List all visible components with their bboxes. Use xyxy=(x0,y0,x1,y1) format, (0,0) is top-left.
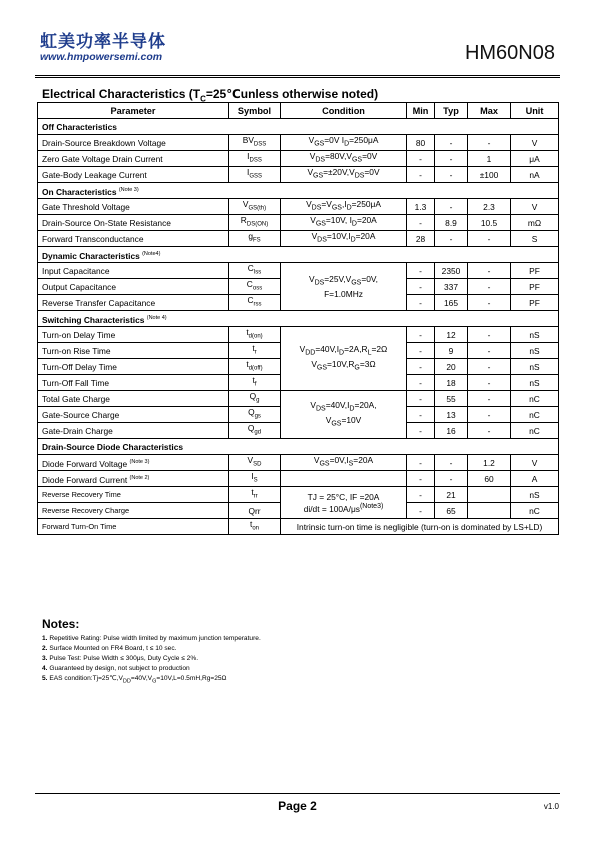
min-cell: - xyxy=(407,327,435,343)
min-cell: 28 xyxy=(407,231,435,247)
note-item: 2. Surface Mounted on FR4 Board, t ≤ 10 sec. xyxy=(42,645,177,652)
max-cell: - xyxy=(468,375,511,391)
table-row xyxy=(38,151,559,167)
max-cell: 1 xyxy=(468,151,511,167)
col-header: Unit xyxy=(511,103,559,119)
table-row xyxy=(38,135,559,151)
condition-cell xyxy=(281,471,407,487)
group-label: Drain-Source Diode Characteristics xyxy=(38,439,559,455)
col-header: Min xyxy=(407,103,435,119)
param-cell: Gate-Source Charge xyxy=(38,407,229,423)
unit-cell: V xyxy=(511,199,559,215)
symbol-cell: $Q_g$ xyxy=(229,391,281,407)
param-cell: Drain-Source On-State Resistance xyxy=(38,215,229,231)
condition-cell: Intrinsic turn-on time is negligible (turn-on is dominated by LS+LD) xyxy=(281,519,559,535)
typ-cell: 165 xyxy=(435,295,468,311)
group-row xyxy=(38,311,559,327)
param-cell: Gate-Body Leakage Current xyxy=(38,167,229,183)
symbol-cell: $I_{DSS}$ xyxy=(229,151,281,167)
symbol-cell: $C_{rss}$ xyxy=(229,295,281,311)
table-row xyxy=(38,487,559,503)
unit-cell: PF xyxy=(511,295,559,311)
col-header: Max xyxy=(468,103,511,119)
symbol-cell: $R_{DS(ON)}$ xyxy=(229,215,281,231)
typ-cell: - xyxy=(435,199,468,215)
max-cell: 10.5 xyxy=(468,215,511,231)
param-cell: Turn-on Rise Time xyxy=(38,343,229,359)
table-row xyxy=(38,215,559,231)
unit-cell: nC xyxy=(511,423,559,439)
note-item: 3. Pulse Test: Pulse Width ≤ 300μs, Duty Cycle ≤ 2%. xyxy=(42,655,199,662)
symbol-cell: $t_{on}$ xyxy=(229,519,281,535)
min-cell: - xyxy=(407,455,435,471)
param-cell: Turn-on Delay Time xyxy=(38,327,229,343)
typ-cell: 8.9 xyxy=(435,215,468,231)
symbol-cell: $t_f$ xyxy=(229,375,281,391)
unit-cell: A xyxy=(511,471,559,487)
table-row xyxy=(38,167,559,183)
min-cell: - xyxy=(407,423,435,439)
max-cell xyxy=(468,503,511,519)
param-cell: Reverse Transfer Capacitance xyxy=(38,295,229,311)
param-cell: Input Capacitance xyxy=(38,263,229,279)
min-cell: - xyxy=(407,263,435,279)
param-cell: Forward Transconductance xyxy=(38,231,229,247)
min-cell: - xyxy=(407,343,435,359)
min-cell: - xyxy=(407,279,435,295)
typ-cell: - xyxy=(435,231,468,247)
symbol-cell: $Q_{gs}$ xyxy=(229,407,281,423)
min-cell: - xyxy=(407,215,435,231)
notes-section xyxy=(42,617,261,686)
max-cell: 1.2 xyxy=(468,455,511,471)
company-name-cn: 虹美功率半导体 xyxy=(40,32,166,52)
table-row xyxy=(38,455,559,471)
symbol-cell: $t_{d(on)}$ xyxy=(229,327,281,343)
typ-cell: - xyxy=(435,455,468,471)
symbol-cell: $BV_{DSS}$ xyxy=(229,135,281,151)
max-cell: - xyxy=(468,391,511,407)
min-cell: 1.3 xyxy=(407,199,435,215)
max-cell: - xyxy=(468,359,511,375)
typ-cell: - xyxy=(435,151,468,167)
condition-cell: $V_{DS}=80V,V_{GS}=0V$ xyxy=(281,151,407,167)
group-label: Off Characteristics xyxy=(38,119,559,135)
group-row xyxy=(38,119,559,135)
typ-cell: 12 xyxy=(435,327,468,343)
condition-cell: $V_{GS}=0V$ $I_D=250\mu A$ xyxy=(281,135,407,151)
param-cell: Turn-Off Delay Time xyxy=(38,359,229,375)
unit-cell: nC xyxy=(511,407,559,423)
symbol-cell: $V_{SD}$ xyxy=(229,455,281,471)
company-logo xyxy=(40,33,166,63)
symbol-cell: $C_{oss}$ xyxy=(229,279,281,295)
min-cell: - xyxy=(407,151,435,167)
table-row xyxy=(38,391,559,407)
condition-cell: $V_{DD}=40V,I_D=2A,R_L=2\Omega$ $V_{GS}=10V,R_G=3\Omega$ xyxy=(281,327,407,391)
max-cell: - xyxy=(468,423,511,439)
group-row xyxy=(38,183,559,199)
min-cell: - xyxy=(407,359,435,375)
typ-cell: 21 xyxy=(435,487,468,503)
unit-cell: nS xyxy=(511,359,559,375)
company-website: www.hmpowersemi.com xyxy=(40,51,163,63)
unit-cell: nC xyxy=(511,503,559,519)
min-cell: - xyxy=(407,503,435,519)
typ-cell: 337 xyxy=(435,279,468,295)
unit-cell: V xyxy=(511,455,559,471)
symbol-cell: $C_{lss}$ xyxy=(229,263,281,279)
condition-cell: TJ = 25°C, IF =20A $di/dt = 100A/\mu s^{(Note3)}$ xyxy=(281,487,407,519)
min-cell: 80 xyxy=(407,135,435,151)
max-cell: - xyxy=(468,231,511,247)
max-cell: - xyxy=(468,407,511,423)
unit-cell: PF xyxy=(511,263,559,279)
section-title: Electrical Characteristics ($T_C=25℃unless$ otherwise noted) xyxy=(42,87,379,104)
header-divider xyxy=(35,75,560,76)
max-cell: ±100 xyxy=(468,167,511,183)
page-number: Page 2 xyxy=(278,799,317,813)
symbol-cell: $t_{rr}$ xyxy=(229,487,281,503)
min-cell: - xyxy=(407,391,435,407)
max-cell xyxy=(468,487,511,503)
unit-cell: nS xyxy=(511,487,559,503)
unit-cell: nS xyxy=(511,375,559,391)
symbol-cell: Qrr xyxy=(229,503,281,519)
condition-cell: $V_{DS}=10V,I_D=20A$ xyxy=(281,231,407,247)
min-cell: - xyxy=(407,471,435,487)
table-row xyxy=(38,231,559,247)
max-cell: - xyxy=(468,327,511,343)
unit-cell: nA xyxy=(511,167,559,183)
min-cell: - xyxy=(407,295,435,311)
max-cell: - xyxy=(468,279,511,295)
notes-title: Notes: xyxy=(42,617,80,631)
max-cell: - xyxy=(468,295,511,311)
table-row xyxy=(38,327,559,343)
typ-cell: - xyxy=(435,135,468,151)
min-cell: - xyxy=(407,487,435,503)
param-cell: Total Gate Charge xyxy=(38,391,229,407)
part-number: HM60N08 xyxy=(464,42,555,64)
param-cell: Diode Forward Current $^{(Note 2)}$ xyxy=(38,471,229,487)
group-label: On Characteristics $^{(Note 3)}$ xyxy=(38,183,559,199)
header-divider-secondary xyxy=(35,77,560,78)
max-cell: - xyxy=(468,135,511,151)
condition-cell: $V_{GS}=0V,I_S=20A$ xyxy=(281,455,407,471)
table-row xyxy=(38,263,559,279)
param-cell: Reverse Recovery Time xyxy=(38,487,229,503)
unit-cell: V xyxy=(511,135,559,151)
unit-cell: S xyxy=(511,231,559,247)
unit-cell: PF xyxy=(511,279,559,295)
condition-cell: $V_{DS}=25V,V_{GS}=0V$, F=1.0MHz xyxy=(281,263,407,311)
symbol-cell: $V_{GS(th)}$ xyxy=(229,199,281,215)
unit-cell: nS xyxy=(511,343,559,359)
typ-cell: 55 xyxy=(435,391,468,407)
typ-cell: 9 xyxy=(435,343,468,359)
max-cell: 60 xyxy=(468,471,511,487)
typ-cell: - xyxy=(435,167,468,183)
electrical-characteristics-table xyxy=(37,102,559,535)
document-version: v1.0 xyxy=(543,802,559,811)
typ-cell: 16 xyxy=(435,423,468,439)
symbol-cell: $g_{FS}$ xyxy=(229,231,281,247)
param-cell: Zero Gate Voltage Drain Current xyxy=(38,151,229,167)
param-cell: Forward Turn-On Time xyxy=(38,519,229,535)
group-row xyxy=(38,439,559,455)
max-cell: - xyxy=(468,263,511,279)
symbol-cell: $I_S$ xyxy=(229,471,281,487)
param-cell: Reverse Recovery Charge xyxy=(38,503,229,519)
unit-cell: nC xyxy=(511,391,559,407)
symbol-cell: $I_{GSS}$ xyxy=(229,167,281,183)
condition-cell: $V_{GS}=10V$, $I_D=20A$ xyxy=(281,215,407,231)
note-item: 4. Guaranteed by design, not subject to production xyxy=(42,665,190,672)
min-cell: - xyxy=(407,407,435,423)
symbol-cell: $Q_{gd}$ xyxy=(229,423,281,439)
col-header: Parameter xyxy=(38,103,229,119)
typ-cell: 20 xyxy=(435,359,468,375)
table-header-row xyxy=(38,103,559,119)
param-cell: Gate-Drain Charge xyxy=(38,423,229,439)
unit-cell: μA xyxy=(511,151,559,167)
min-cell: - xyxy=(407,167,435,183)
symbol-cell: $t_r$ xyxy=(229,343,281,359)
symbol-cell: $t_{d(off)}$ xyxy=(229,359,281,375)
condition-cell: $V_{GS}=\pm 20V,V_{DS}=0V$ xyxy=(281,167,407,183)
notes-list xyxy=(42,634,261,686)
group-label: Dynamic Characteristics $^{(Note4)}$ xyxy=(38,247,559,263)
max-cell: 2.3 xyxy=(468,199,511,215)
param-cell: Drain-Source Breakdown Voltage xyxy=(38,135,229,151)
typ-cell: 13 xyxy=(435,407,468,423)
condition-cell: $V_{DS}=40V,I_D=20A$, $V_{GS}=10V$ xyxy=(281,391,407,439)
group-row xyxy=(38,247,559,263)
param-cell: Diode Forward Voltage $^{(Note 3)}$ xyxy=(38,455,229,471)
max-cell: - xyxy=(468,343,511,359)
footer-divider xyxy=(35,793,560,794)
param-cell: Turn-Off Fall Time xyxy=(38,375,229,391)
group-label: Switching Characteristics $^{(Note 4)}$ xyxy=(38,311,559,327)
unit-cell: mΩ xyxy=(511,215,559,231)
col-header: Condition xyxy=(281,103,407,119)
typ-cell: - xyxy=(435,471,468,487)
min-cell: - xyxy=(407,375,435,391)
table-row xyxy=(38,519,559,535)
table-row xyxy=(38,199,559,215)
note-item: 1. Repetitive Rating: Pulse width limited by maximum junction temperature. xyxy=(42,635,261,642)
typ-cell: 18 xyxy=(435,375,468,391)
param-cell: Output Capacitance xyxy=(38,279,229,295)
typ-cell: 65 xyxy=(435,503,468,519)
param-cell: Gate Threshold Voltage xyxy=(38,199,229,215)
note-item: 5. EAS $condition:Tj=25℃,V_{DD}=40V,V_G=10V,L=0.5mH,Rg=25\Omega$ xyxy=(42,675,227,685)
table-row xyxy=(38,471,559,487)
col-header: Typ xyxy=(435,103,468,119)
typ-cell: 2350 xyxy=(435,263,468,279)
unit-cell: nS xyxy=(511,327,559,343)
col-header: Symbol xyxy=(229,103,281,119)
condition-cell: $V_{DS}=V_{GS},I_D=250\mu A$ xyxy=(281,199,407,215)
